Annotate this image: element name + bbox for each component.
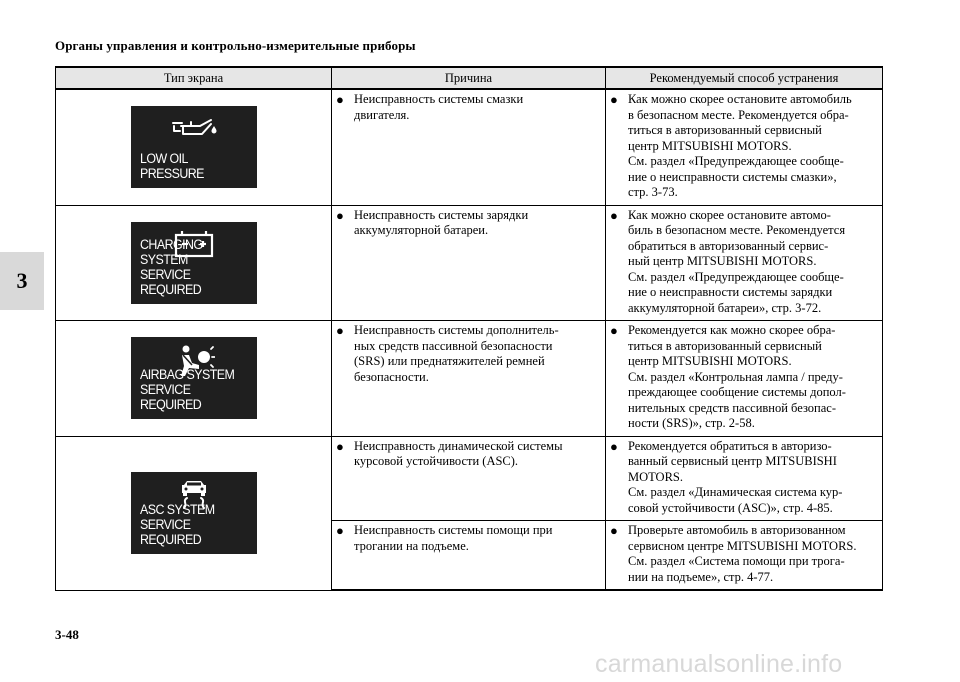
bullet: ●: [610, 207, 618, 223]
list-item: [336, 208, 601, 239]
screen-cell: [56, 205, 332, 321]
bullet: ●: [610, 438, 618, 454]
screen-cell: [56, 321, 332, 437]
lcd-text: ASC SYSTEM SERVICE REQUIRED: [139, 502, 215, 547]
table-row: [56, 205, 883, 321]
oil-can-icon: [169, 116, 219, 142]
bullet: ●: [336, 523, 344, 538]
remedy-text: Как можно скорее остановите автомобиль в безопасном месте. Рекомендуется обра- титься в авторизованный сервисный центр MITSUBISHI MOTORS. См. раздел «Предупреждающее сообще- ние о неисправности системы смазки», стр. 3-73.: [628, 92, 852, 199]
list-item: [610, 208, 878, 317]
remedy-cell: [606, 521, 883, 591]
bullet: ●: [610, 92, 618, 107]
bullet: ●: [336, 207, 344, 223]
cause-cell: [332, 521, 606, 591]
remedy-text: Проверьте автомобиль в авторизованном сервисном центре MITSUBISHI MOTORS. См. раздел «Система помощи при трога- нии на подъеме», стр. 4-77.: [628, 523, 857, 584]
cause-text: Неисправность системы помощи при трогании на подъеме.: [354, 523, 553, 553]
remedy-cell: [606, 321, 883, 437]
lcd-display-low-oil-pressure: [131, 106, 257, 188]
bullet: ●: [610, 323, 618, 338]
cause-text: Неисправность системы смазки двигателя.: [354, 92, 524, 122]
bullet: ●: [336, 323, 344, 338]
list-item: [610, 439, 878, 517]
list-item: [610, 523, 878, 585]
watermark: carmanualsonline.info: [595, 650, 843, 678]
table-row: [56, 89, 883, 205]
remedy-text: Как можно скорее остановите автомо- биль в безопасном месте. Рекомендуется обратиться в авторизованный сервис- ный центр MITSUBISHI MOTORS. См. раздел «Предупреждающее сообще- ние о неисправности системы зарядки аккумуляторной батареи», стр. 3-72.: [628, 207, 846, 315]
screen-cell: [56, 89, 332, 205]
cause-cell: [332, 436, 606, 521]
list-item: [610, 323, 878, 432]
chapter-number: 3: [16, 268, 28, 293]
list-item: [336, 323, 601, 385]
list-item: [336, 523, 601, 554]
cause-text: Неисправность динамической системы курсовой устойчивости (ASC).: [354, 438, 563, 468]
lcd-display-airbag-system: [131, 337, 257, 419]
table-row: [56, 321, 883, 437]
list-item: [336, 92, 601, 123]
remedy-text: Рекомендуется обратиться в авторизо- ванный сервисный центр MITSUBISHI MOTORS. См. раздел «Динамическая система кур- совой устойчивости (ASC)», стр. 4-85.: [628, 438, 843, 515]
lcd-text: CHARGING SYSTEM SERVICE REQUIRED: [139, 236, 203, 297]
remedy-cell: [606, 89, 883, 205]
lcd-text: AIRBAG SYSTEM SERVICE REQUIRED: [139, 367, 234, 413]
cause-cell: [332, 89, 606, 205]
page-header-title: Органы управления и контрольно-измерительные приборы: [55, 38, 416, 53]
header-cause: Причина: [332, 67, 606, 89]
cause-text: Неисправность системы дополнитель- ных средств пассивной безопасности (SRS) или преднатяжителей ремней безопасности.: [354, 323, 559, 384]
table-header-row: [56, 67, 883, 89]
remedy-cell: [606, 205, 883, 321]
page-number: 3-48: [55, 627, 79, 642]
remedy-text: Рекомендуется как можно скорее обра- титься в авторизованный сервисный центр MITSUBISHI MOTORS. См. раздел «Контрольная лампа / преду- преждающее сообщение системы допол- нительных средств пассивной безопас- ности (SRS)», стр. 2-58.: [628, 323, 846, 430]
cause-text: Неисправность системы зарядки аккумуляторной батареи.: [354, 207, 529, 237]
warning-messages-table: [55, 66, 883, 591]
chapter-tab: [0, 252, 44, 310]
bullet: ●: [336, 438, 344, 454]
lcd-display-charging-system: [131, 222, 257, 304]
lcd-text: LOW OIL PRESSURE: [139, 151, 204, 182]
remedy-cell: [606, 436, 883, 521]
header-remedy: Рекомендуемый способ устранения: [606, 67, 883, 89]
cause-cell: [332, 321, 606, 437]
bullet: ●: [336, 92, 344, 107]
header-screen-type: Тип экрана: [56, 67, 332, 89]
list-item: [336, 439, 601, 470]
list-item: [610, 92, 878, 201]
bullet: ●: [610, 523, 618, 538]
screen-cell: [56, 436, 332, 590]
table-row: [56, 436, 883, 521]
lcd-display-asc-system: [131, 472, 257, 554]
cause-cell: [332, 205, 606, 321]
